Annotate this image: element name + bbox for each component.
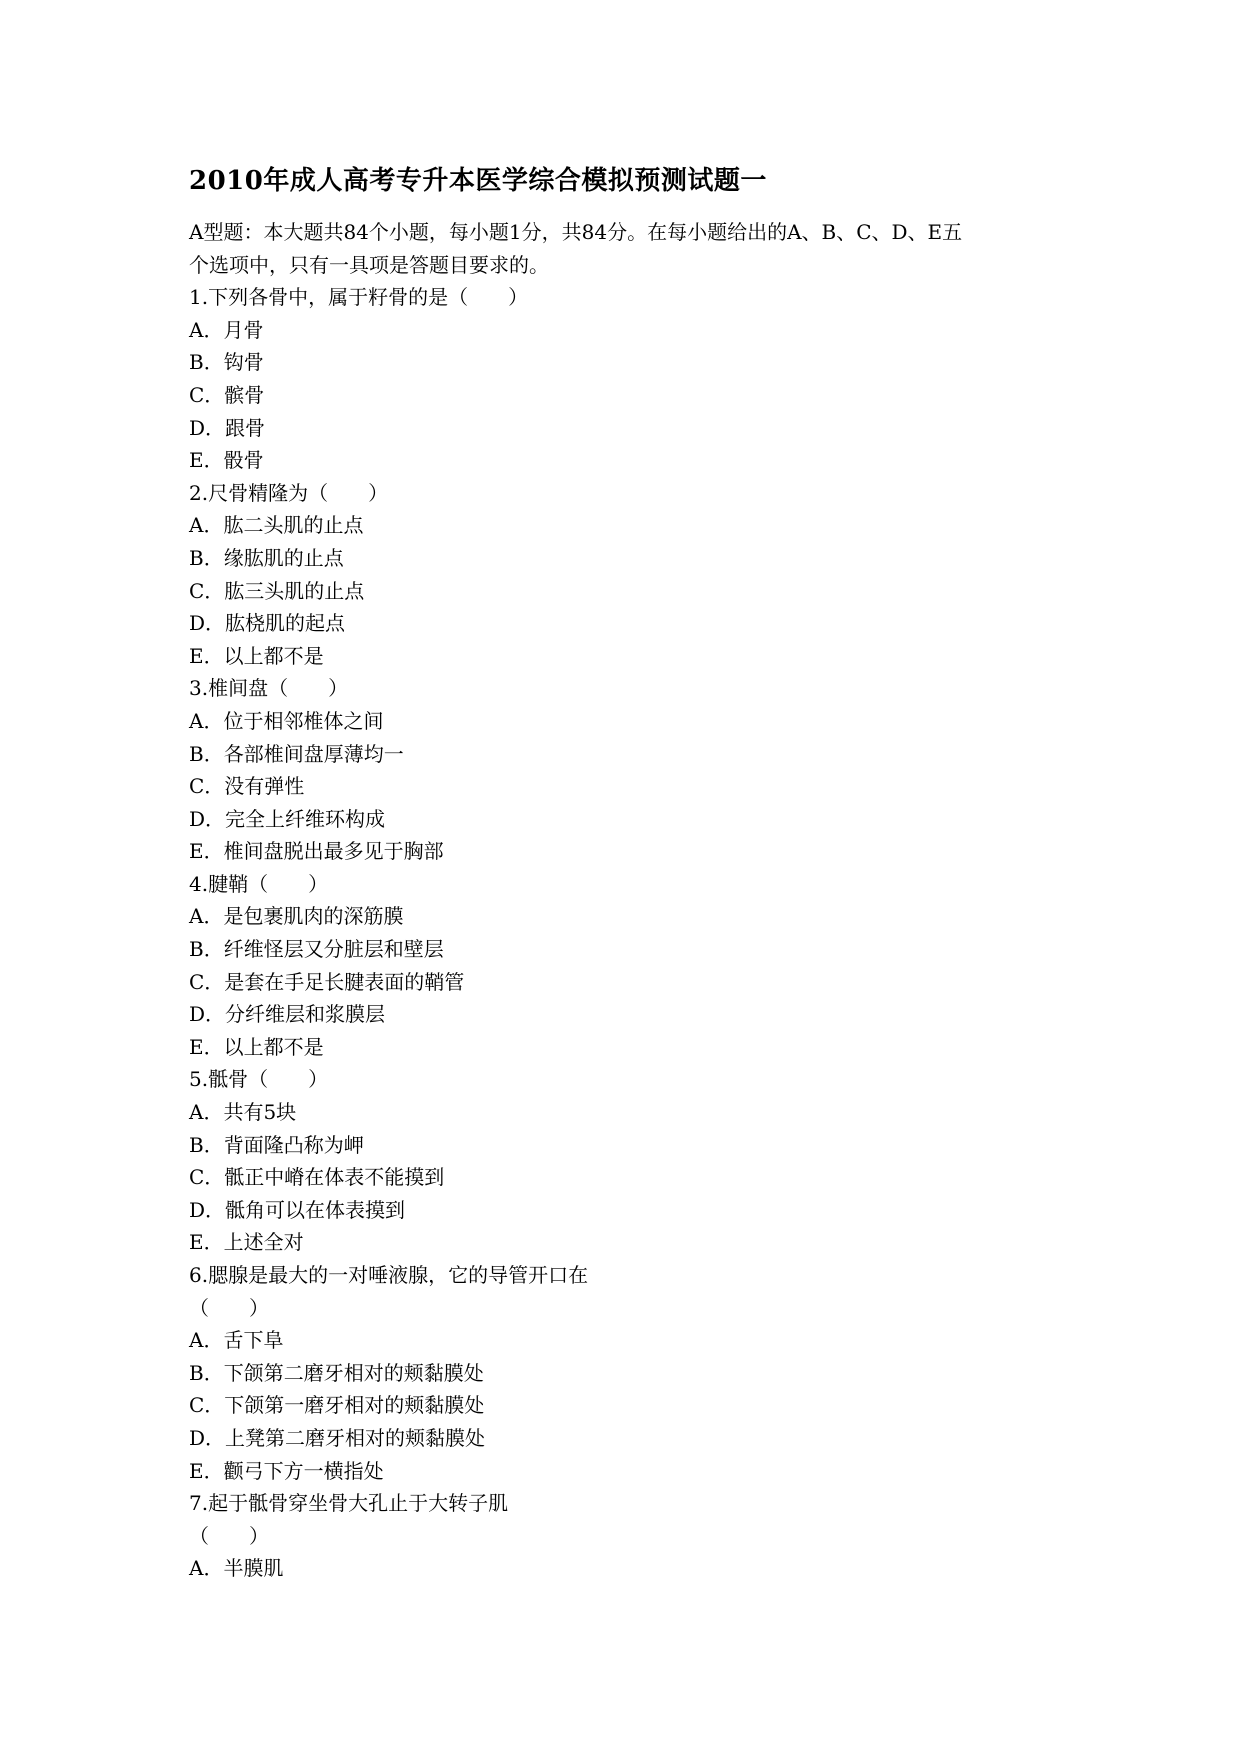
question-stem: 6.腮腺是最大的一对唾液腺，它的导管开口在 (189, 1263, 589, 1287)
option-a: A．位于相邻椎体之间 (189, 708, 384, 733)
option-a: A．是包裹肌肉的深筋膜 (189, 904, 404, 929)
option-b: B．背面隆凸称为岬 (189, 1132, 364, 1157)
option-d: D．肱桡肌的起点 (189, 611, 346, 636)
question-stem-continued: （ ） (189, 1295, 269, 1320)
option-a: A．月骨 (189, 317, 264, 342)
question-stem: 1.下列各骨中，属于籽骨的是（ ） (189, 285, 529, 310)
option-c: C．髌骨 (189, 382, 265, 407)
question-stem: 2.尺骨精隆为（ ） (189, 480, 389, 505)
option-c: C．没有弹性 (189, 774, 305, 799)
question-7 (189, 1487, 1069, 1585)
option-d: D．上凳第二磨牙相对的颊黏膜处 (189, 1425, 486, 1450)
option-c: C．下颌第一磨牙相对的颊黏膜处 (189, 1393, 485, 1418)
option-a: A．肱二头肌的止点 (189, 513, 364, 538)
option-c: C．是套在手足长腱表面的鞘管 (189, 969, 465, 994)
option-b: B．下颌第二磨牙相对的颊黏膜处 (189, 1360, 484, 1385)
option-a: A．半膜肌 (189, 1556, 284, 1581)
intro-line: 个选项中，只有一具项是答题目要求的。 (189, 252, 549, 277)
question-1 (189, 281, 1069, 477)
question-4 (189, 868, 1069, 1064)
option-d: D．跟骨 (189, 415, 266, 440)
option-c: C．肱三头肌的止点 (189, 578, 365, 603)
option-e: E．骰骨 (189, 448, 264, 473)
option-b: B．缘肱肌的止点 (189, 545, 344, 570)
question-6 (189, 1259, 1069, 1487)
question-stem: 5.骶骨（ ） (189, 1067, 329, 1092)
option-d: D．分纤维层和浆膜层 (189, 1002, 386, 1027)
option-e: E．上述全对 (189, 1230, 304, 1255)
exam-content (189, 216, 1069, 1585)
question-stem: 7.起于骶骨穿坐骨大孔止于大转子肌 (189, 1491, 509, 1516)
option-c: C．骶正中嵴在体表不能摸到 (189, 1165, 445, 1190)
option-e: E．以上都不是 (189, 1034, 324, 1059)
option-d: D．骶角可以在体表摸到 (189, 1197, 406, 1222)
page-title: 2010年成人高考专升本医学综合模拟预测试题一 (189, 166, 767, 196)
question-stem: 4.腱鞘（ ） (189, 871, 329, 896)
question-5 (189, 1063, 1069, 1259)
question-stem-continued: （ ） (189, 1523, 269, 1548)
option-b: B．各部椎间盘厚薄均一 (189, 741, 404, 766)
option-b: B．钩骨 (189, 350, 264, 375)
option-a: A．共有5块 (189, 1100, 297, 1125)
option-b: B．纤维怪层又分脏层和壁层 (189, 937, 444, 962)
option-e: E．以上都不是 (189, 643, 324, 668)
question-3 (189, 672, 1069, 868)
intro-line: A型题：本大题共84个小题，每小题1分，共84分。在每小题给出的A、B、C、D、E五 (189, 220, 963, 244)
question-2 (189, 477, 1069, 673)
option-a: A．舌下阜 (189, 1328, 284, 1353)
section-intro (189, 216, 1069, 281)
option-e: E．椎间盘脱出最多见于胸部 (189, 839, 444, 864)
question-stem: 3.椎间盘（ ） (189, 676, 349, 701)
option-e: E．颧弓下方一横指处 (189, 1458, 384, 1483)
option-d: D．完全上纤维环构成 (189, 806, 386, 831)
